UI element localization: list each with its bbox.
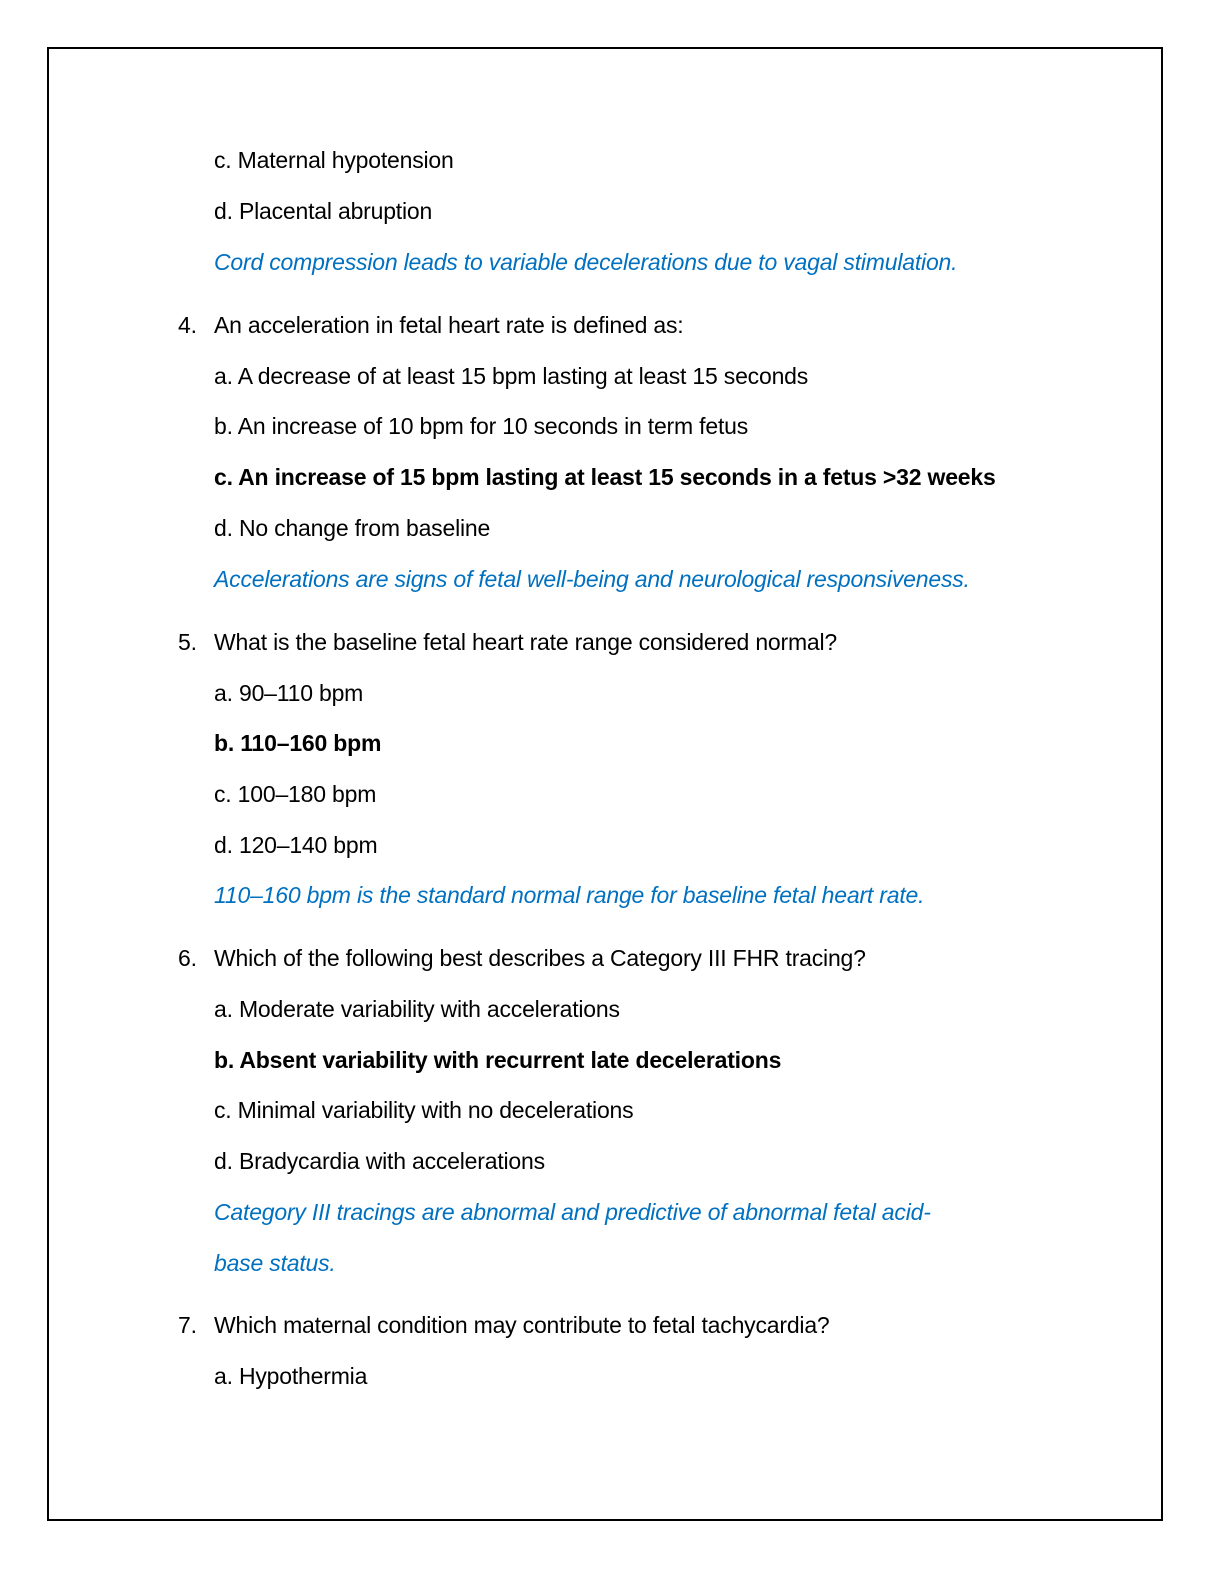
question-number-6: 6. [178,945,197,971]
explanation-6-line1: Category III tracings are abnormal and predictive of abnormal fetal acid- [214,1199,931,1225]
question-number-4: 4. [178,312,197,338]
explanation-4: Accelerations are signs of fetal well-being and neurological responsiveness. [214,566,970,592]
explanation-5: 110–160 bpm is the standard normal range for baseline fetal heart rate. [214,882,925,908]
question-number-7: 7. [178,1312,197,1338]
option-prev-d: d. Placental abruption [214,198,433,224]
question-text-4: An acceleration in fetal heart rate is defined as: [214,312,684,338]
explanation-prev: Cord compression leads to variable decelerations due to vagal stimulation. [214,249,958,275]
option-5c: c. 100–180 bpm [214,781,377,807]
option-4a: a. A decrease of at least 15 bpm lasting at least 15 seconds [214,363,809,389]
option-4d: d. No change from baseline [214,515,491,541]
option-5a: a. 90–110 bpm [214,680,364,706]
question-text-5: What is the baseline fetal heart rate range considered normal? [214,629,838,655]
option-prev-c: c. Maternal hypotension [214,147,454,173]
option-7a: a. Hypothermia [214,1363,368,1389]
question-text-6: Which of the following best describes a Category III FHR tracing? [214,945,866,971]
option-6b-correct: b. Absent variability with recurrent late decelerations [214,1047,782,1073]
explanation-6-line2: base status. [214,1250,336,1276]
option-6a: a. Moderate variability with accelerations [214,996,620,1022]
option-6d: d. Bradycardia with accelerations [214,1148,545,1174]
question-number-5: 5. [178,629,197,655]
option-6c: c. Minimal variability with no decelerations [214,1097,634,1123]
option-4c-correct: c. An increase of 15 bpm lasting at least 15 seconds in a fetus >32 weeks [214,464,996,490]
option-5d: d. 120–140 bpm [214,832,378,858]
question-text-7: Which maternal condition may contribute to fetal tachycardia? [214,1312,830,1338]
option-4b: b. An increase of 10 bpm for 10 seconds in term fetus [214,413,749,439]
option-5b-correct: b. 110–160 bpm [214,730,382,756]
